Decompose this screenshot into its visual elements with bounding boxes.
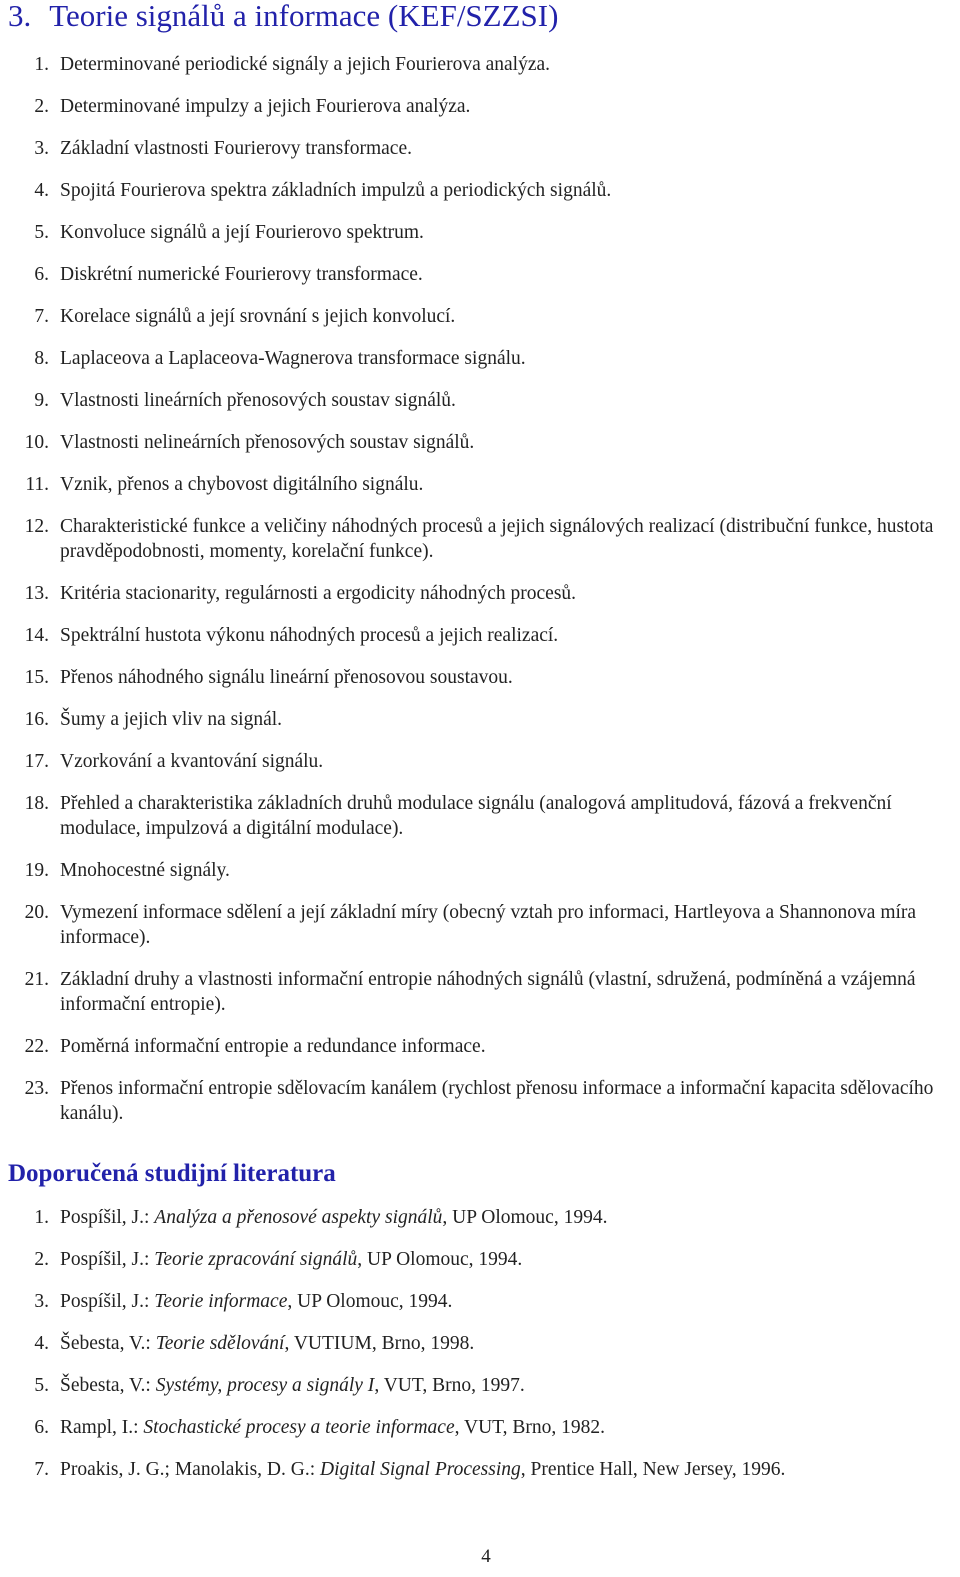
topic-item [0,178,960,203]
literature-publisher: , VUT, Brno, 1982. [454,1417,606,1438]
topic-number: 5. [34,222,49,243]
topic-text: Konvoluce signálů a její Fourierovo spektrum. [60,222,424,243]
literature-heading: Doporučená studijní literatura [8,1160,336,1187]
topic-item [0,858,960,883]
topic-item [0,220,960,245]
topic-text: Mnohocestné signály. [60,860,230,881]
literature-author: Proakis, J. G.; Manolakis, D. G.: [60,1459,320,1480]
topic-item [0,581,960,606]
topic-number: 20. [24,902,49,923]
topic-number: 12. [24,516,49,537]
literature-citation [60,1415,952,1440]
topic-list [0,52,960,1143]
topic-item [0,1076,960,1126]
literature-item [0,1289,960,1314]
topic-number: 14. [24,625,49,646]
literature-title: Analýza a přenosové aspekty signálů [154,1207,443,1228]
topic-text: Korelace signálů a její srovnání s jejich konvolucí. [60,306,456,327]
literature-title: Systémy, procesy a signály I [155,1375,375,1396]
topic-text: Vlastnosti nelineárních přenosových soustav signálů. [60,432,475,453]
literature-title: Teorie informace [154,1291,288,1312]
topic-item [0,472,960,497]
topic-item [0,1034,960,1059]
literature-publisher: , Prentice Hall, New Jersey, 1996. [520,1459,786,1480]
literature-title: Digital Signal Processing [320,1459,521,1480]
literature-author: Šebesta, V.: [60,1333,156,1354]
literature-author: Rampl, I.: [60,1417,144,1438]
topic-number: 8. [34,348,49,369]
literature-item [0,1373,960,1398]
topic-item [0,623,960,648]
section-title: Teorie signálů a informace (KEF/SZZSI) [49,0,559,33]
literature-author: Pospíšil, J.: [60,1249,155,1270]
topic-number: 17. [24,751,49,772]
topic-text: Poměrná informační entropie a redundance informace. [60,1036,486,1057]
topic-item [0,262,960,287]
literature-citation [60,1205,952,1230]
topic-number: 22. [24,1036,49,1057]
topic-text: Vznik, přenos a chybovost digitálního signálu. [60,474,424,495]
topic-text: Laplaceova a Laplaceova-Wagnerova transformace signálu. [60,348,526,369]
topic-text: Charakteristické funkce a veličiny náhodných procesů a jejich signálových realizací (distribuční funkce, hustota pravděpodobnosti, momenty, korelační funkce). [60,516,934,562]
literature-author: Pospíšil, J.: [60,1291,155,1312]
topic-number: 19. [24,860,49,881]
topic-number: 6. [34,264,49,285]
topic-item [0,346,960,371]
topic-text: Přenos informační entropie sdělovacím kanálem (rychlost přenosu informace a informační kapacita sdělovacího kanálu). [60,1078,934,1124]
topic-number: 16. [24,709,49,730]
topic-item [0,94,960,119]
literature-citation [60,1289,952,1314]
topic-item [0,136,960,161]
topic-number: 4. [34,180,49,201]
literature-item [0,1457,960,1482]
literature-citation [60,1247,952,1272]
section-heading [8,0,558,34]
topic-text: Diskrétní numerické Fourierovy transformace. [60,264,423,285]
literature-title: Teorie zpracování signálů [154,1249,358,1270]
literature-citation [60,1373,952,1398]
literature-publisher: , UP Olomouc, 1994. [442,1207,608,1228]
topic-number: 11. [25,474,49,495]
literature-citation [60,1331,952,1356]
topic-item [0,665,960,690]
literature-citation [60,1457,952,1482]
topic-text: Přehled a charakteristika základních druhů modulace signálu (analogová amplitudová, fázová a frekvenční modulace, impulzová a digitální modulace). [60,793,892,839]
literature-author: Pospíšil, J.: [60,1207,155,1228]
topic-text: Spojitá Fourierova spektra základních impulzů a periodických signálů. [60,180,612,201]
topic-text: Šumy a jejich vliv na signál. [60,709,283,730]
literature-number: 2. [34,1249,49,1270]
topic-number: 3. [34,138,49,159]
topic-item [0,707,960,732]
literature-publisher: , VUT, Brno, 1997. [374,1375,525,1396]
topic-text: Vzorkování a kvantování signálu. [60,751,324,772]
topic-number: 10. [24,432,49,453]
topic-item [0,52,960,77]
topic-number: 18. [24,793,49,814]
topic-item [0,304,960,329]
literature-number: 6. [34,1417,49,1438]
literature-number: 4. [34,1333,49,1354]
topic-number: 21. [24,969,49,990]
topic-text: Spektrální hustota výkonu náhodných procesů a jejich realizací. [60,625,559,646]
topic-text: Základní vlastnosti Fourierovy transformace. [60,138,412,159]
literature-item [0,1415,960,1440]
topic-number: 13. [24,583,49,604]
topic-text: Vymezení informace sdělení a její základní míry (obecný vztah pro informaci, Hartleyova a Shannonova míra informace). [60,902,917,948]
literature-author: Šebesta, V.: [60,1375,156,1396]
literature-publisher: , VUTIUM, Brno, 1998. [284,1333,475,1354]
topic-number: 15. [24,667,49,688]
topic-text: Přenos náhodného signálu lineární přenosovou soustavou. [60,667,513,688]
topic-number: 2. [34,96,49,117]
literature-item [0,1331,960,1356]
literature-number: 1. [34,1207,49,1228]
literature-number: 7. [34,1459,49,1480]
topic-number: 1. [34,54,49,75]
topic-text: Determinované impulzy a jejich Fourierova analýza. [60,96,471,117]
literature-publisher: , UP Olomouc, 1994. [357,1249,523,1270]
literature-list [0,1205,960,1499]
topic-item [0,514,960,564]
literature-publisher: , UP Olomouc, 1994. [287,1291,453,1312]
page-number: 4 [481,1546,491,1567]
topic-item [0,791,960,841]
literature-item [0,1247,960,1272]
topic-item [0,388,960,413]
literature-number: 5. [34,1375,49,1396]
topic-item [0,967,960,1017]
topic-item [0,900,960,950]
literature-number: 3. [34,1291,49,1312]
topic-number: 9. [34,390,49,411]
literature-title: Teorie sdělování [155,1333,285,1354]
section-number: 3. [8,0,32,33]
topic-text: Základní druhy a vlastnosti informační entropie náhodných signálů (vlastní, sdružená, podmíněná a vzájemná informační entropie). [60,969,916,1015]
topic-text: Vlastnosti lineárních přenosových soustav signálů. [60,390,456,411]
literature-title: Stochastické procesy a teorie informace [143,1417,455,1438]
topic-number: 7. [34,306,49,327]
topic-item [0,430,960,455]
topic-text: Determinované periodické signály a jejich Fourierova analýza. [60,54,551,75]
topic-text: Kritéria stacionarity, regulárnosti a ergodicity náhodných procesů. [60,583,577,604]
topic-number: 23. [24,1078,49,1099]
topic-item [0,749,960,774]
literature-item [0,1205,960,1230]
